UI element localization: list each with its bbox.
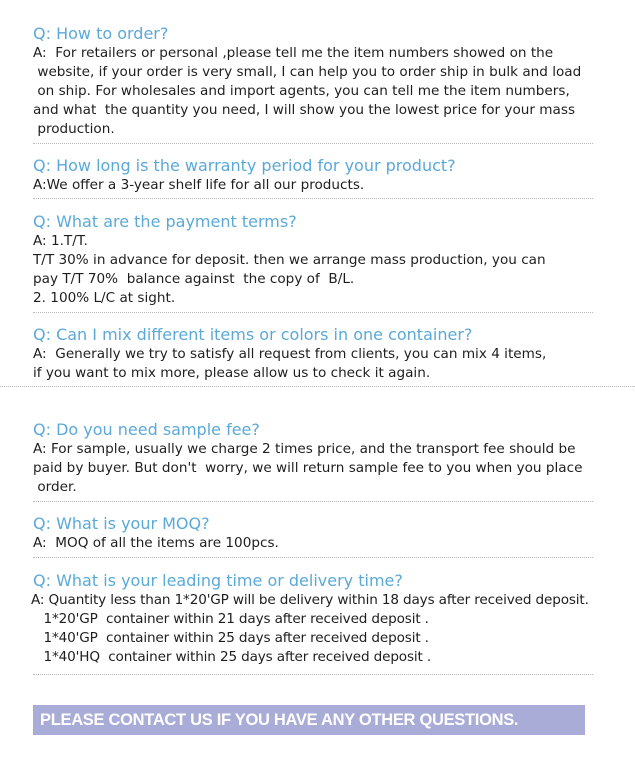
faq-item-mix-items (33, 325, 633, 383)
faq-item-warranty (33, 156, 633, 195)
faq-answer-line: production. (33, 121, 115, 137)
faq-answer-line: A: Quantity less than 1*20'GP will be delivery within 18 days after received deposit. (31, 592, 589, 608)
faq-question: Q: What is your MOQ? (33, 514, 210, 533)
faq-answer (33, 440, 633, 497)
faq-answer-line: website, if your order is very small, I can help you to order ship in bulk and load (33, 64, 582, 80)
faq-answer-line: 1*20'GP container within 21 days after received deposit . (31, 611, 429, 627)
faq-answer-line: paid by buyer. But don't worry, we will return sample fee to you when you place (33, 460, 583, 476)
faq-answer-line: 1*40'HQ container within 25 days after received deposit . (31, 649, 432, 665)
faq-item-payment-terms (33, 212, 633, 308)
faq-answer (31, 591, 633, 667)
faq-answer (33, 232, 633, 308)
faq-item-moq (33, 514, 633, 553)
faq-answer-line: 2. 100% L/C at sight. (33, 290, 176, 306)
contact-banner (33, 705, 585, 735)
divider (33, 143, 593, 144)
faq-question: Q: Do you need sample fee? (33, 420, 260, 439)
faq-item-sample-fee (33, 420, 633, 497)
divider (33, 312, 593, 313)
faq-answer (33, 345, 633, 383)
faq-answer-line: A: For retailers or personal ,please tell me the item numbers showed on the (33, 45, 554, 61)
divider (33, 198, 593, 199)
faq-question: Q: How long is the warranty period for your product? (33, 156, 456, 175)
faq-answer (33, 44, 633, 139)
divider (33, 501, 593, 502)
faq-answer-line: A:We offer a 3-year shelf life for all our products. (33, 177, 365, 193)
faq-answer-line: A: 1.T/T. (33, 233, 88, 249)
faq-question: Q: What are the payment terms? (33, 212, 297, 231)
faq-answer-line: A: Generally we try to satisfy all request from clients, you can mix 4 items, (33, 346, 547, 362)
contact-banner-text: PLEASE CONTACT US IF YOU HAVE ANY OTHER QUESTIONS. (40, 711, 519, 729)
faq-question: Q: Can I mix different items or colors in one container? (33, 325, 473, 344)
faq-answer (33, 534, 633, 553)
divider (33, 674, 593, 675)
faq-question: Q: How to order? (33, 24, 169, 43)
faq-answer-line: pay T/T 70% balance against the copy of B/L. (33, 271, 355, 287)
faq-answer-line: order. (33, 479, 77, 495)
faq-question: Q: What is your leading time or delivery time? (33, 571, 403, 590)
divider (33, 557, 593, 558)
faq-answer (33, 176, 633, 195)
faq-answer-line: 1*40'GP container within 25 days after received deposit . (31, 630, 429, 646)
divider (0, 386, 635, 387)
faq-answer-line: A: For sample, usually we charge 2 times price, and the transport fee should be (33, 441, 576, 457)
faq-item-how-to-order (33, 24, 633, 139)
faq-answer-line: and what the quantity you need, I will show you the lowest price for your mass (33, 102, 576, 118)
faq-answer-line: if you want to mix more, please allow us to check it again. (33, 365, 431, 381)
faq-answer-line: T/T 30% in advance for deposit. then we arrange mass production, you can (33, 252, 546, 268)
faq-answer-line: on ship. For wholesales and import agents, you can tell me the item numbers, (33, 83, 570, 99)
faq-answer-line: A: MOQ of all the items are 100pcs. (33, 535, 279, 551)
faq-item-delivery-time (33, 571, 633, 667)
